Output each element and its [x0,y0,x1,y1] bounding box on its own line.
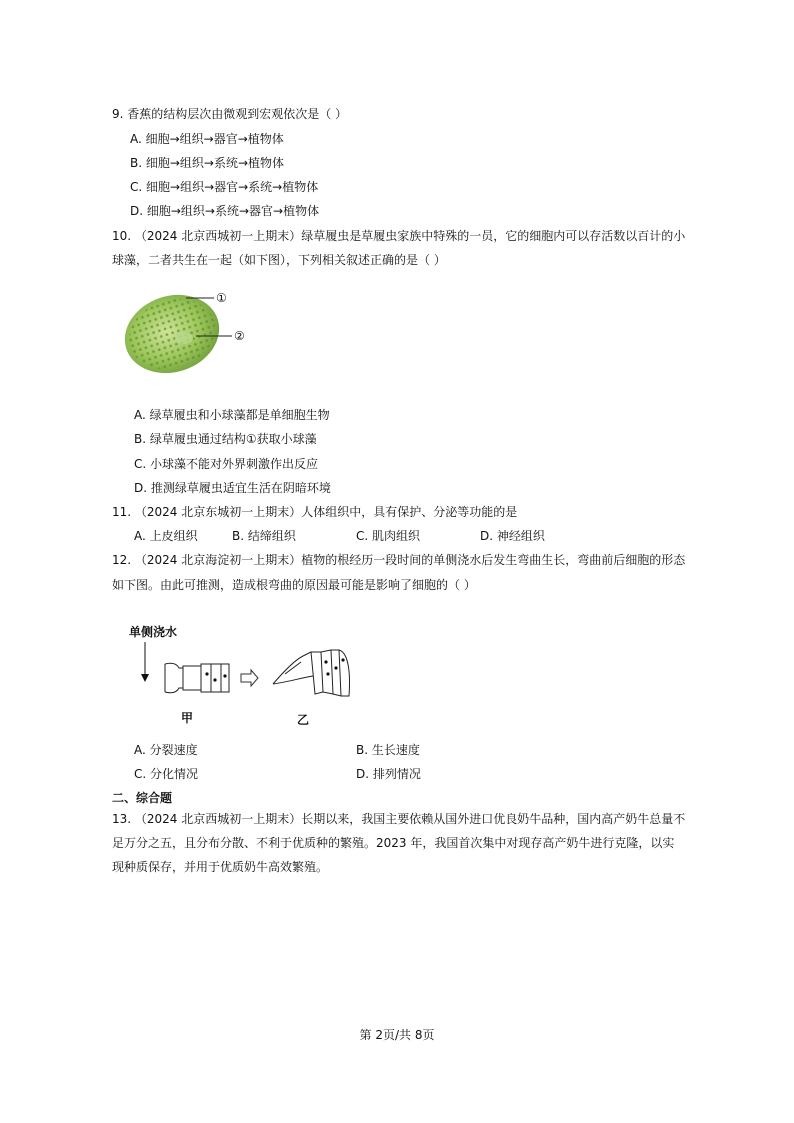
q12-option-a: A. 分裂速度 [134,743,198,757]
paramecium-figure [122,288,262,388]
figure-title-watering: 单侧浇水 [129,625,178,639]
q11-option-d: D. 神经组织 [480,529,545,543]
q9-option-b: B. 细胞→组织→系统→植物体 [130,156,285,170]
q10-stem-line2: 球藻，二者共生在一起（如下图），下列相关叙述正确的是（ ） [112,253,446,267]
straight-root-drawing [165,663,229,693]
figure-label-yi: 乙 [297,713,310,727]
figure-label-2: ② [234,329,245,343]
q13-line1: 13. （2024 北京西城初一上期末）长期以来，我国主要依赖从国外进口优良奶牛品种，国内高产奶牛总量不 [112,812,686,826]
bent-root-drawing [273,650,350,696]
q9-stem: 9. 香蕉的结构层次由微观到宏观依次是（ ） [112,107,348,121]
q9-option-a: A. 细胞→组织→器官→植物体 [130,132,284,146]
figure-label-1: ① [216,291,227,305]
q10-option-d: D. 推测绿草履虫适宜生活在阴暗环境 [134,481,331,495]
section-heading: 二、综合题 [112,791,173,805]
q13-line3: 现种质保存，并用于优质奶牛高效繁殖。 [112,860,329,874]
q10-option-c: C. 小球藻不能对外界刺激作出反应 [134,457,319,471]
q12-stem-line1: 12. （2024 北京海淀初一上期末）植物的根经历一段时间的单侧浇水后发生弯曲生长，弯曲前后细胞的形态 [112,553,686,567]
q10-option-a: A. 绿草履虫和小球藻都是单细胞生物 [134,408,330,422]
q12-option-c: C. 分化情况 [134,767,199,781]
q10-option-b: B. 绿草履虫通过结构①获取小球藻 [134,432,317,446]
q10-stem-line1: 10. （2024 北京西城初一上期末）绿草履虫是草履虫家族中特殊的一员，它的细胞内可以存活数以百计的小 [112,229,686,243]
q13-line2: 足万分之五，且分布分散、不利于优质种的繁殖。2023 年，我国首次集中对现存高产奶牛进行克隆，以实 [112,836,675,850]
q11-option-b: B. 结缔组织 [232,529,296,543]
q12-stem-line2: 如下图。由此可推测，造成根弯曲的原因最可能是影响了细胞的（ ） [112,578,476,592]
root-bending-figure [125,622,365,730]
page-number: 第 2页/共 8页 [359,1028,435,1042]
q12-option-d: D. 排列情况 [356,767,421,781]
figure-label-jia: 甲 [181,711,194,725]
q11-option-a: A. 上皮组织 [134,529,198,543]
q12-option-b: B. 生长速度 [356,743,420,757]
q11-stem: 11. （2024 北京东城初一上期末）人体组织中，具有保护、分泌等功能的是 [112,505,518,519]
q11-option-c: C. 肌肉组织 [356,529,421,543]
q9-option-d: D. 细胞→组织→系统→器官→植物体 [130,204,320,218]
q9-option-c: C. 细胞→组织→器官→系统→植物体 [130,180,319,194]
